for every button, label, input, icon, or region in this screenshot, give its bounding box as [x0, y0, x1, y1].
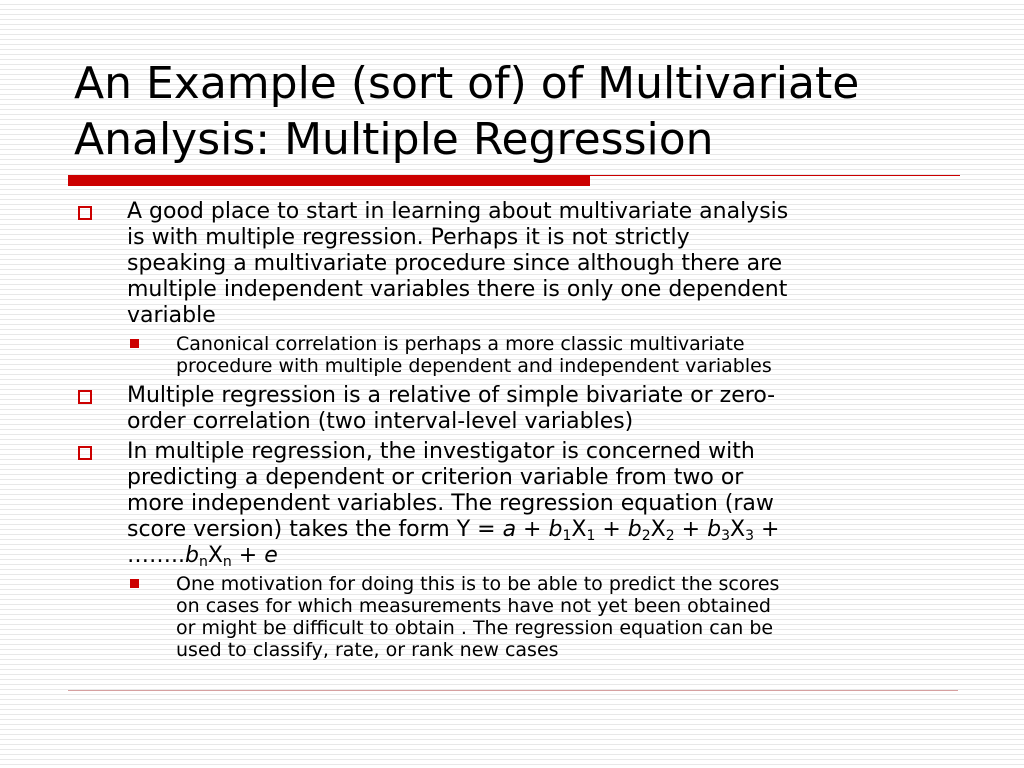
bullet-text-fragment: score version) takes the form Y =: [127, 517, 503, 542]
bullet-text-line: Multiple regression is a relative of simple bivariate or zero-: [127, 383, 776, 408]
title-underline-thin: [590, 175, 960, 176]
sub-bullet-text-line: on cases for which measurements have not yet been obtained: [176, 595, 771, 617]
sub-bullet-item: [76, 333, 956, 377]
regression-equation-line-2: $\dots\dots..b_nX_n + e$: [127, 543, 278, 570]
bullet-text-line: order correlation (two interval-level variables): [127, 409, 634, 434]
filled-square-bullet-icon: [130, 579, 139, 588]
bullet-text-line: is with multiple regression. Perhaps it is not strictly: [127, 225, 690, 250]
sub-bullet-item: [76, 573, 956, 661]
eq-var-x: X: [207, 543, 223, 568]
sub-bullet-text-line: Canonical correlation is perhaps a more classic multivariate: [176, 333, 745, 355]
bullet-text-line: multiple independent variables there is only one dependent: [127, 277, 788, 302]
hollow-square-bullet-icon: [78, 446, 92, 460]
bullet-text-line: In multiple regression, the investigator is concerned with: [127, 439, 755, 464]
sub-bullet-text-line: or might be difficult to obtain . The regression equation can be: [176, 617, 774, 639]
footer-divider: [68, 690, 958, 691]
eq-coef-b: b: [548, 517, 563, 542]
eq-coef-b: b: [627, 517, 642, 542]
slide-title-line-1: An Example (sort of) of Multivariate: [74, 58, 860, 109]
slide-body: [76, 199, 956, 667]
bullet-item: [76, 439, 956, 569]
slide-title-line-2: Analysis: Multiple Regression: [74, 114, 714, 165]
eq-coef-b: b: [185, 543, 199, 568]
sub-bullet-text-line: used to classify, rate, or rank new cases: [176, 639, 559, 661]
bullet-text-line: speaking a multivariate procedure since although there are: [127, 251, 783, 276]
regression-equation-line-1: score version) takes the form $Y = a + b_1X_1 + b_2X_2 + b_3X_3$ +: [127, 517, 780, 544]
eq-var-x: X: [729, 517, 746, 542]
slide-title: [74, 56, 974, 168]
eq-var-x: X: [571, 517, 587, 542]
filled-square-bullet-icon: [130, 339, 139, 348]
title-underline-thick: [68, 175, 590, 186]
bullet-text-line: more independent variables. The regression equation (raw: [127, 491, 774, 516]
bullet-text-line: variable: [127, 303, 216, 328]
hollow-square-bullet-icon: [78, 390, 92, 404]
eq-var-x: X: [650, 517, 666, 542]
bullet-item: [76, 199, 956, 329]
hollow-square-bullet-icon: [78, 206, 92, 220]
bullet-item: [76, 383, 956, 435]
sub-bullet-text-line: One motivation for doing this is to be able to predict the scores: [176, 573, 780, 595]
eq-intercept-a: a: [502, 517, 517, 542]
eq-coef-b: b: [707, 517, 722, 542]
sub-bullet-text-line: procedure with multiple dependent and independent variables: [176, 355, 772, 377]
bullet-text-line: A good place to start in learning about multivariate analysis: [127, 199, 789, 224]
eq-ellipsis: ……..: [127, 543, 185, 568]
eq-error-e: e: [264, 543, 278, 568]
bullet-text-line: predicting a dependent or criterion variable from two or: [127, 465, 744, 490]
